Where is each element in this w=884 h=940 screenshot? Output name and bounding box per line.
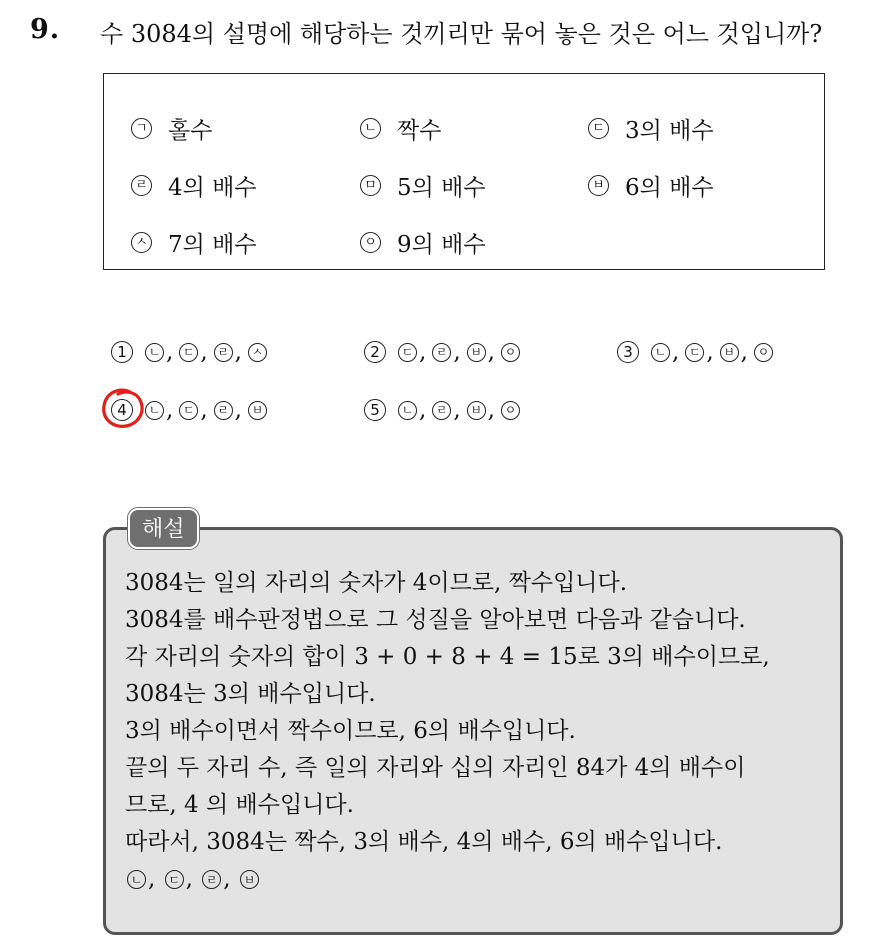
choice-item: ㅇ bbox=[501, 343, 520, 362]
answer-item: ㄹ bbox=[202, 870, 221, 889]
choice-3[interactable]: 3 ㄴ , ㄷ , ㅂ , ㅇ bbox=[617, 339, 775, 365]
explanation-label: 해설 bbox=[128, 508, 199, 549]
option-text: 짝수 bbox=[397, 118, 442, 144]
choice-item: ㄴ bbox=[651, 343, 670, 362]
answer-mark-circle bbox=[100, 386, 148, 432]
option-symbol: ㄱ bbox=[131, 118, 152, 139]
choice-item: ㄷ bbox=[398, 343, 417, 362]
option-symbol: ㄹ bbox=[131, 175, 152, 196]
option-symbol: ㅅ bbox=[131, 232, 152, 253]
explanation-line: 3084는 3의 배수입니다. bbox=[125, 681, 376, 707]
explanation-line: 3의 배수이면서 짝수이므로, 6의 배수입니다. bbox=[125, 718, 576, 744]
option-symbol: ㅇ bbox=[360, 232, 381, 253]
explanation-line: 끝의 두 자리 수, 즉 일의 자리와 십의 자리인 84가 4의 배수이 bbox=[125, 755, 746, 781]
choice-item: ㅂ bbox=[248, 401, 267, 420]
answer-item: ㅂ bbox=[240, 870, 259, 889]
option-8 bbox=[360, 226, 486, 259]
choice-item: ㅅ bbox=[248, 343, 267, 362]
option-6 bbox=[588, 169, 714, 202]
choice-item: ㄷ bbox=[179, 343, 198, 362]
choice-number: 5 bbox=[364, 399, 386, 421]
option-symbol: ㄷ bbox=[588, 118, 609, 139]
explanation-line: 각 자리의 숫자의 합이 3 + 0 + 8 + 4 = 15로 3의 배수이므로, bbox=[125, 644, 770, 670]
option-symbol: ㅂ bbox=[588, 175, 609, 196]
choice-item: ㅇ bbox=[501, 401, 520, 420]
explanation-line: 므로, 4 의 배수입니다. bbox=[125, 792, 354, 818]
choice-item: ㄴ bbox=[145, 401, 164, 420]
option-text: 6의 배수 bbox=[625, 175, 714, 201]
explanation-answer: ㄴ , ㄷ , ㄹ , ㅂ bbox=[125, 861, 835, 898]
choice-item: ㄷ bbox=[685, 343, 704, 362]
choice-item: ㅂ bbox=[467, 401, 486, 420]
choice-item: ㄴ bbox=[145, 343, 164, 362]
choice-item: ㅂ bbox=[720, 343, 739, 362]
option-4 bbox=[131, 169, 257, 202]
choice-number: 1 bbox=[111, 341, 133, 363]
option-text: 9의 배수 bbox=[397, 232, 486, 258]
answer-item: ㄷ bbox=[165, 870, 184, 889]
choice-item: ㄹ bbox=[214, 401, 233, 420]
question-number: 9. bbox=[30, 14, 61, 45]
explanation-text bbox=[125, 565, 835, 898]
choice-item: ㅂ bbox=[467, 343, 486, 362]
option-text: 3의 배수 bbox=[625, 118, 714, 144]
question-text: 수 3084의 설명에 해당하는 것끼리만 묶어 놓은 것은 어느 것입니까? bbox=[100, 20, 823, 48]
option-5 bbox=[360, 169, 486, 202]
choice-2[interactable]: 2 ㄷ , ㄹ , ㅂ , ㅇ bbox=[364, 339, 522, 365]
choice-1[interactable]: 1 ㄴ , ㄷ , ㄹ , ㅅ bbox=[111, 339, 269, 365]
choice-item: ㄷ bbox=[179, 401, 198, 420]
choice-number: 3 bbox=[617, 341, 639, 363]
choice-item: ㄹ bbox=[432, 401, 451, 420]
answer-item: ㄴ bbox=[127, 870, 146, 889]
choice-4[interactable]: 4 ㄴ , ㄷ , ㄹ , ㅂ bbox=[111, 397, 269, 423]
choice-item: ㄹ bbox=[432, 343, 451, 362]
explanation-line: 따라서, 3084는 짝수, 3의 배수, 4의 배수, 6의 배수입니다. bbox=[125, 829, 723, 855]
option-text: 7의 배수 bbox=[168, 232, 257, 258]
option-symbol: ㄴ bbox=[360, 118, 381, 139]
option-7 bbox=[131, 226, 257, 259]
option-text: 5의 배수 bbox=[397, 175, 486, 201]
choice-item: ㄴ bbox=[398, 401, 417, 420]
option-3 bbox=[588, 112, 714, 145]
choice-item: ㅇ bbox=[754, 343, 773, 362]
choice-number: 2 bbox=[364, 341, 386, 363]
option-text: 4의 배수 bbox=[168, 175, 257, 201]
choice-5[interactable]: 5 ㄴ , ㄹ , ㅂ , ㅇ bbox=[364, 397, 522, 423]
option-2 bbox=[360, 112, 441, 145]
explanation-line: 3084는 일의 자리의 숫자가 4이므로, 짝수입니다. bbox=[125, 570, 628, 596]
option-text: 홀수 bbox=[168, 118, 213, 144]
option-symbol: ㅁ bbox=[360, 175, 381, 196]
option-1 bbox=[131, 112, 212, 145]
choice-number: 4 bbox=[111, 399, 133, 421]
choice-item: ㄹ bbox=[214, 343, 233, 362]
explanation-line: 3084를 배수판정법으로 그 성질을 알아보면 다음과 같습니다. bbox=[125, 607, 746, 633]
